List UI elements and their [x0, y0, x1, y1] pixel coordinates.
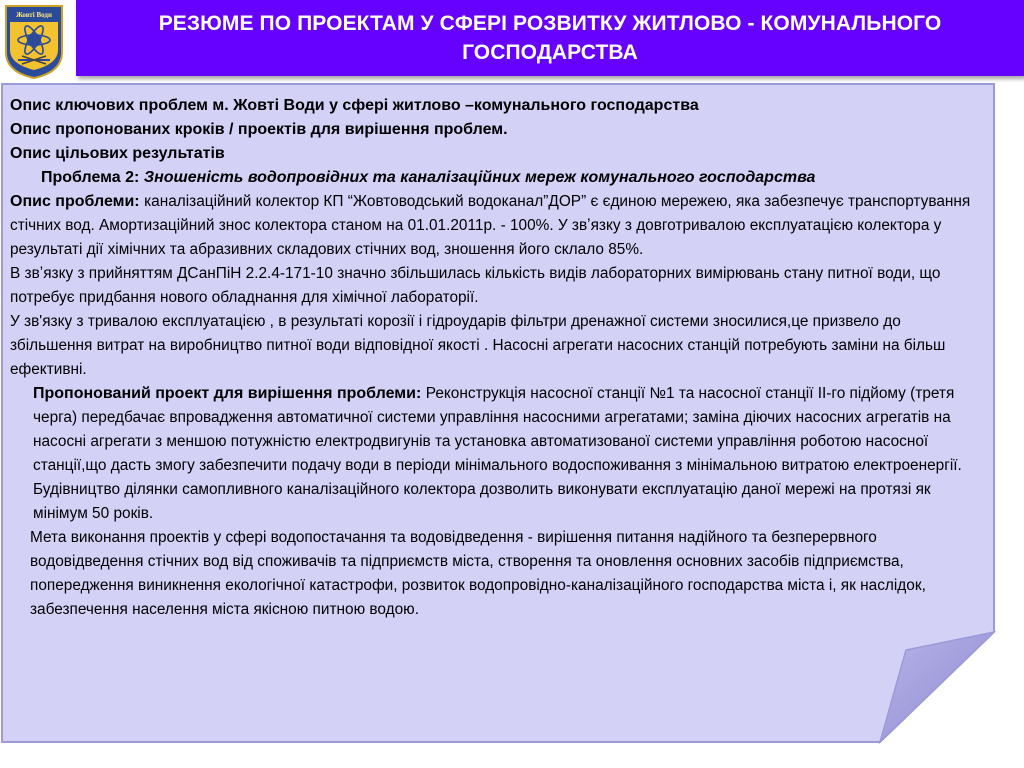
goal-paragraph: Мета виконання проектів у сфері водопостачання та водовідведення - вирішення питання надійного та безперервного водовідведення стічних вод від споживачів та підприємств міста, створення та оновлення основних засобів підприємства, попередження виникнення екологічної катастрофи, розвиток водопровідно-каналізаційного господарства міста і, як наслідок, забезпечення населення міста якісною питною водою. [30, 529, 926, 618]
heading-target-results: Опис цільових результатів [10, 145, 225, 162]
heading-proposed-steps: Опис пропонованих кроків / проектів для вирішення проблем. [10, 121, 508, 138]
body-text [10, 94, 982, 622]
problem-title [10, 166, 982, 190]
paragraph-sanpin: В звʼязку з прийняттям ДСанПіН 2.2.4-171-10 значно збільшилась кількість видів лабораторних вимірювань стану питної води, що потребує придбання нового обладнання для хімічної лабораторії. [10, 265, 941, 306]
heading-key-problems: Опис ключових проблем м. Жовті Води у сфері житлово –комунального господарства [10, 97, 699, 114]
problem-description [10, 190, 982, 262]
problem-description-label: Опис проблеми: [10, 193, 145, 210]
proposed-project-text: Реконструкція насосної станції №1 та насосної станції ІІ-го підйому (третя черга) передбачає впровадження автоматичної системи управління насосними агрегатами; заміна діючих насосних агрегатів на насосні агрегати з меншою потужністю електродвигунів та установка автоматизованої системи управління роботою насосної станції,що дасть змогу забезпечити подачу води в періоди мінімального водоспоживання з мінімальною витратою електроенергії. Будівництво ділянки самопливного каналізаційного колектора дозволить виконувати експлуатацію даної мережі на протязі як мінімум 50 років. [33, 385, 962, 522]
city-coat-of-arms-logo [4, 4, 64, 80]
logo-city-name: Жовті Води [15, 11, 53, 19]
paragraph-corrosion: У зв'язку з тривалою експлуатацією , в результаті корозії і гідроударів фільтри дренажної системи зносилися,це призвело до збільшення витрат на виробництво питної води відповідної якості . Насосні агрегати насосних станцій потребують заміни на більш ефективні. [10, 313, 946, 378]
proposed-project [10, 382, 982, 526]
proposed-project-label: Пропонований проект для вирішення проблеми: [33, 385, 426, 402]
page-title: РЕЗЮМЕ ПО ПРОЕКТАМ У СФЕРІ РОЗВИТКУ ЖИТЛОВО - КОМУНАЛЬНОГО ГОСПОДАРСТВА [158, 12, 942, 64]
problem-label: Проблема 2: [41, 169, 144, 186]
problem-name: Зношеність водопровідних та каналізаційних мереж комунального господарства [143, 169, 816, 186]
problem-description-text: каналізаційний колектор КП “Жовтоводський водоканал”ДОР” є єдиною мережею, яка забезпечує транспортування стічних вод. Амортизаційний знос колектора станом на 01.01.2011р. - 100%. У звʼязку з довготривалою експлуатацією колектора у результаті дії хімічних та абразивних складових стічних вод, зношення його склало 85%. [10, 193, 971, 258]
title-bar [76, 0, 1024, 76]
